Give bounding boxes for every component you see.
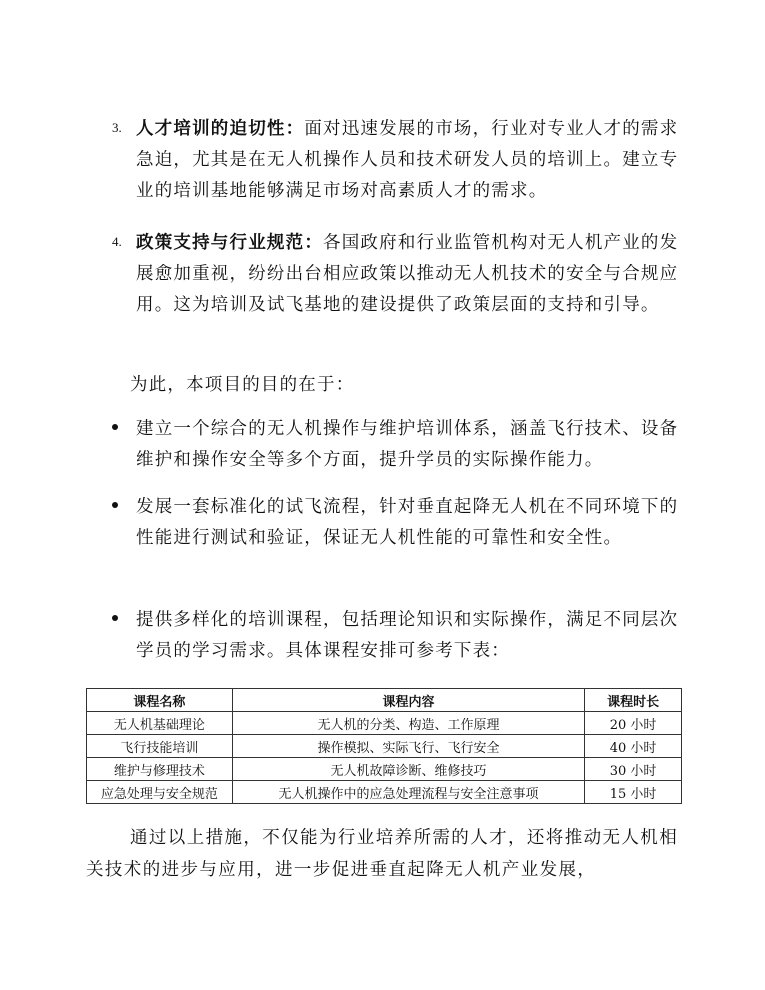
table-cell: 无人机操作中的应急处理流程与安全注意事项 <box>232 781 584 804</box>
table-cell: 飞行技能培训 <box>87 735 233 758</box>
bullet-item <box>112 414 687 476</box>
column-header: 课程时长 <box>585 689 682 712</box>
item-body: 各国政府和行业监管机构对无人机产业的发展愈加重视，纷纷出台相应政策以推动无人机技术的安全与合规应用。这为培训及试飞基地的建设提供了政策层面的支持和引导。 <box>136 233 679 315</box>
bullet-item <box>112 492 687 554</box>
table-row <box>87 781 682 804</box>
table-row <box>87 735 682 758</box>
table-cell: 无人机的分类、构造、工作原理 <box>232 712 584 735</box>
table-cell: 30 小时 <box>585 758 682 781</box>
item-number: 4. <box>112 234 122 249</box>
item-lead-sep: ： <box>285 119 305 139</box>
table-cell: 无人机故障诊断、维修技巧 <box>232 758 584 781</box>
item-lead-sep: ： <box>304 233 324 253</box>
table-cell: 无人机基础理论 <box>87 712 233 735</box>
table-header-row <box>87 689 682 712</box>
column-header: 课程名称 <box>87 689 233 712</box>
item-lead: 政策支持与行业规范 <box>136 233 305 253</box>
item-text-block <box>136 114 687 207</box>
table-row <box>87 758 682 781</box>
column-header: 课程内容 <box>232 689 584 712</box>
numbered-item-3 <box>112 114 687 207</box>
course-table <box>86 688 682 804</box>
bullet-item <box>112 605 687 667</box>
numbered-item-4 <box>112 228 687 321</box>
bullet-dot-icon <box>112 424 118 430</box>
table-cell: 操作模拟、实际飞行、飞行安全 <box>232 735 584 758</box>
bullet-text: 提供多样化的培训课程，包括理论知识和实际操作，满足不同层次学员的学习需求。具体课程安排可参考下表： <box>136 610 679 661</box>
bullet-dot-icon <box>112 615 118 621</box>
intro-paragraph: 为此，本项目的目的在于： <box>130 375 355 395</box>
closing-paragraph <box>86 822 686 886</box>
table-cell: 15 小时 <box>585 781 682 804</box>
item-body: 面对迅速发展的市场，行业对专业人才的需求急迫，尤其是在无人机操作人员和技术研发人员的培训上。建立专业的培训基地能够满足市场对高素质人才的需求。 <box>136 119 679 201</box>
item-number: 3. <box>112 120 122 135</box>
table-cell: 应急处理与安全规范 <box>87 781 233 804</box>
item-text-block <box>136 228 687 321</box>
table-row <box>87 712 682 735</box>
table-cell: 20 小时 <box>585 712 682 735</box>
table-cell: 维护与修理技术 <box>87 758 233 781</box>
item-lead: 人才培训的迫切性 <box>136 119 286 139</box>
bullet-text: 建立一个综合的无人机操作与维护培训体系，涵盖飞行技术、设备维护和操作安全等多个方面，提升学员的实际操作能力。 <box>136 419 679 470</box>
table-cell: 40 小时 <box>585 735 682 758</box>
bullet-dot-icon <box>112 502 118 508</box>
bullet-text: 发展一套标准化的试飞流程，针对垂直起降无人机在不同环境下的性能进行测试和验证，保证无人机性能的可靠性和安全性。 <box>136 497 679 548</box>
closing-text: 通过以上措施，不仅能为行业培养所需的人才，还将推动无人机相关技术的进步与应用，进一步促进垂直起降无人机产业发展， <box>86 828 679 880</box>
